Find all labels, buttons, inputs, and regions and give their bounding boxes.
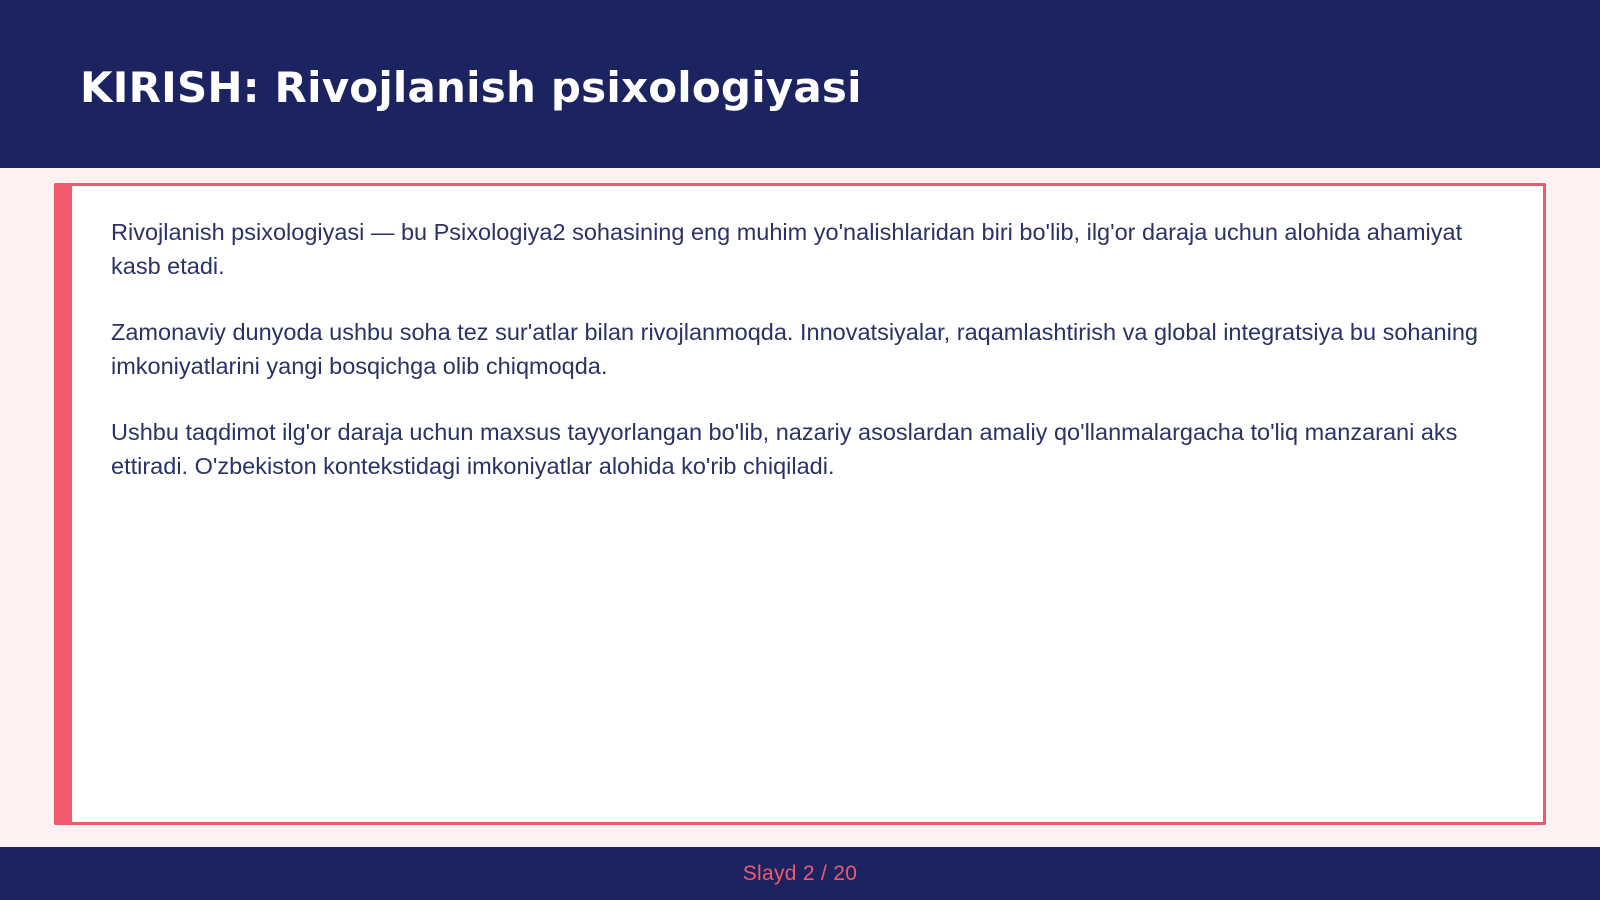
- paragraph-3: Ushbu taqdimot ilg'or daraja uchun maxsus tayyorlangan bo'lib, nazariy asoslardan amaliy qo'llanmalargacha to'liq manzarani aks ettiradi. O'zbekiston kontekstidagi imkoniyatlar alohida ko'rib chiqiladi.: [111, 419, 1458, 479]
- slide-title: KIRISH: Rivojlanish psixologiyasi: [80, 63, 862, 112]
- slide-footer: [0, 847, 1600, 900]
- slide-header: [0, 0, 1600, 168]
- slide-counter: Slayd 2 / 20: [742, 861, 858, 885]
- paragraph-1: Rivojlanish psixologiyasi — bu Psixologiya2 sohasining eng muhim yo'nalishlaridan biri bo'lib, ilg'or daraja uchun alohida ahamiyat kasb etadi.: [111, 219, 1463, 279]
- paragraph-2: Zamonaviy dunyoda ushbu soha tez sur'atlar bilan rivojlanmoqda. Innovatsiyalar, raqamlashtirish va global integratsiya bu sohaning imkoniyatlarini yangi bosqichga olib chiqmoqda.: [111, 319, 1478, 379]
- content-body: [111, 215, 1511, 515]
- content-card: [54, 183, 1546, 825]
